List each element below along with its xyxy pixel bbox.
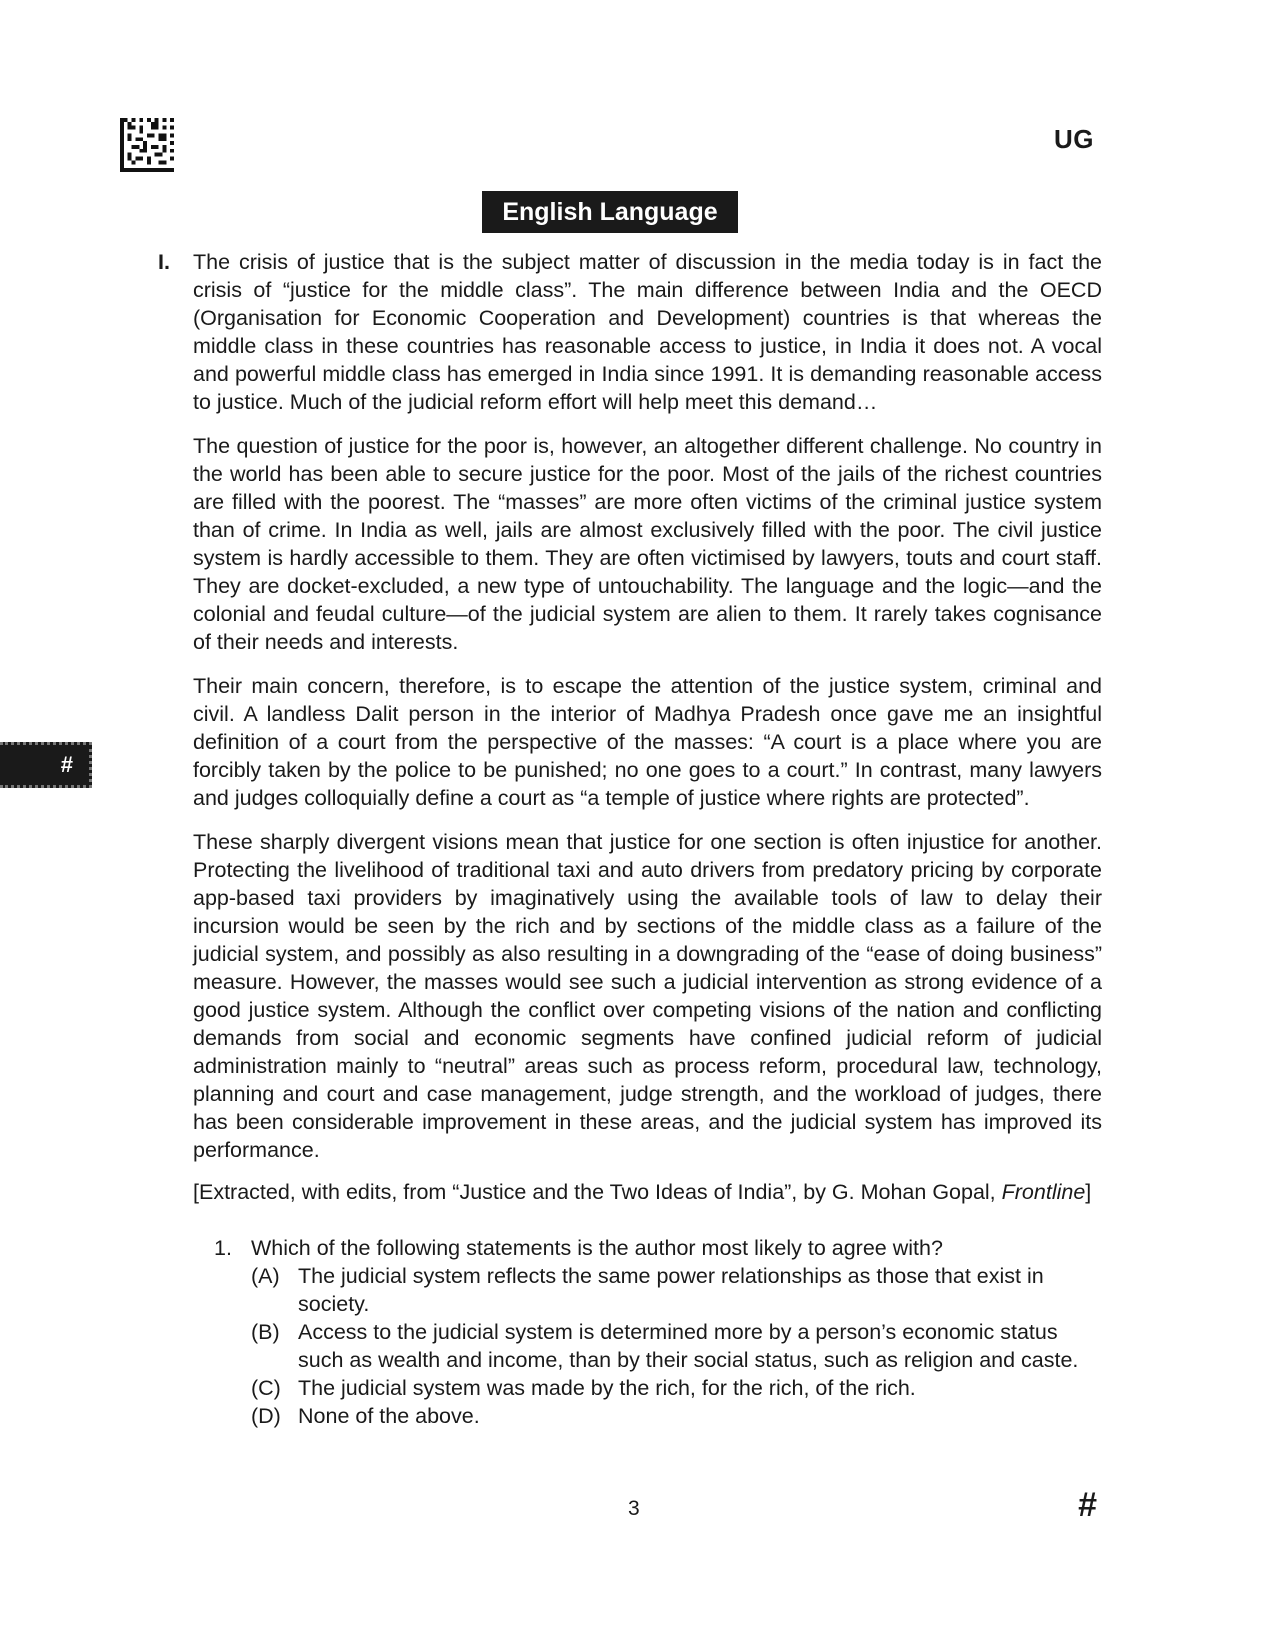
source-prefix: [Extracted, with edits, from “Justice and the Two Ideas of India”, by G. Mohan Gopal, <box>193 1180 1002 1204</box>
option-d[interactable] <box>251 1402 1102 1430</box>
side-tab-label: # <box>60 752 73 777</box>
option-letter: (A) <box>251 1264 280 1288</box>
paper-code: UG <box>1054 124 1094 154</box>
passage-marker: I. <box>158 250 170 274</box>
side-tab-marker <box>0 742 92 788</box>
passage-content <box>158 248 1102 1430</box>
option-letter: (C) <box>251 1376 281 1400</box>
option-text: None of the above. <box>298 1404 480 1428</box>
option-a[interactable] <box>251 1262 1102 1318</box>
option-letter: (D) <box>251 1404 281 1428</box>
option-text: Access to the judicial system is determined more by a person’s economic status such as wealth and income, than by their social status, such as religion and caste. <box>298 1320 1079 1372</box>
option-letter: (B) <box>251 1320 280 1344</box>
question-stem <box>214 1234 1102 1262</box>
passage-paragraph: Their main concern, therefore, is to escape the attention of the justice system, criminal and civil. A landless Dalit person in the interior of Madhya Pradesh once gave me an insightful definition of a court from the perspective of the masses: “A court is a place where you are forcibly taken by the police to be punished; no one goes to a court.” In contrast, many lawyers and judges colloquially define a court as “a temple of justice where rights are protected”. <box>193 674 1102 810</box>
passage-paragraph: The question of justice for the poor is, however, an altogether different challenge. No country in the world has been able to secure justice for the poor. Most of the jails of the richest countries are filled with the poorest. The “masses” are more often victims of the criminal justice system than of crime. In India as well, jails are almost exclusively filled with the poor. The civil justice system is hardly accessible to them. They are often victimised by lawyers, touts and court staff. They are docket-excluded, a new type of untouchability. The language and the logic—and the colonial and feudal culture—of the judicial system are alien to them. It rarely takes cognisance of their needs and interests. <box>193 434 1102 654</box>
passage-paragraph: These sharply divergent visions mean that justice for one section is often injustice for another. Protecting the livelihood of traditional taxi and auto drivers from predatory pricing by corporate app-based taxi providers by imaginatively using the available tools of law to delay their incursion would be seen by the rich and by sections of the middle class as a failure of the judicial system, and possibly as also resulting in a downgrading of the “ease of doing business” measure. However, the masses would see such a judicial intervention as strong evidence of a good justice system. Although the conflict over competing visions of the nation and conflicting demands from social and economic segments have confined judicial reform of judicial administration mainly to “neutral” areas such as process reform, procedural law, technology, planning and court and case management, judge strength, and the workload of judges, there has been considerable improvement in these areas, and the judicial system has improved its performance. <box>193 830 1102 1162</box>
hash-mark: # <box>1078 1486 1097 1524</box>
option-text: The judicial system was made by the rich, for the rich, of the rich. <box>298 1376 916 1400</box>
question-text: Which of the following statements is the author most likely to agree with? <box>251 1236 943 1260</box>
option-c[interactable] <box>251 1374 1102 1402</box>
option-text: The judicial system reflects the same power relationships as those that exist in society. <box>298 1264 1044 1316</box>
qr-code <box>120 118 174 172</box>
passage-source <box>193 1178 1102 1206</box>
page-number: 3 <box>628 1497 640 1520</box>
question-number: 1. <box>214 1236 232 1260</box>
option-b[interactable] <box>251 1318 1102 1374</box>
passage-paragraph: The crisis of justice that is the subject matter of discussion in the media today is in fact the crisis of “justice for the middle class”. The main difference between India and the OECD (Organisation for Economic Cooperation and Development) countries is that whereas the middle class in these countries has reasonable access to justice, in India it does not. A vocal and powerful middle class has emerged in India since 1991. It is demanding reasonable access to justice. Much of the judicial reform effort will help meet this demand… <box>193 250 1102 414</box>
question <box>214 1234 1102 1430</box>
source-publication: Frontline <box>1001 1180 1086 1204</box>
source-suffix: ] <box>1085 1180 1092 1204</box>
section-title: English Language <box>482 191 738 233</box>
